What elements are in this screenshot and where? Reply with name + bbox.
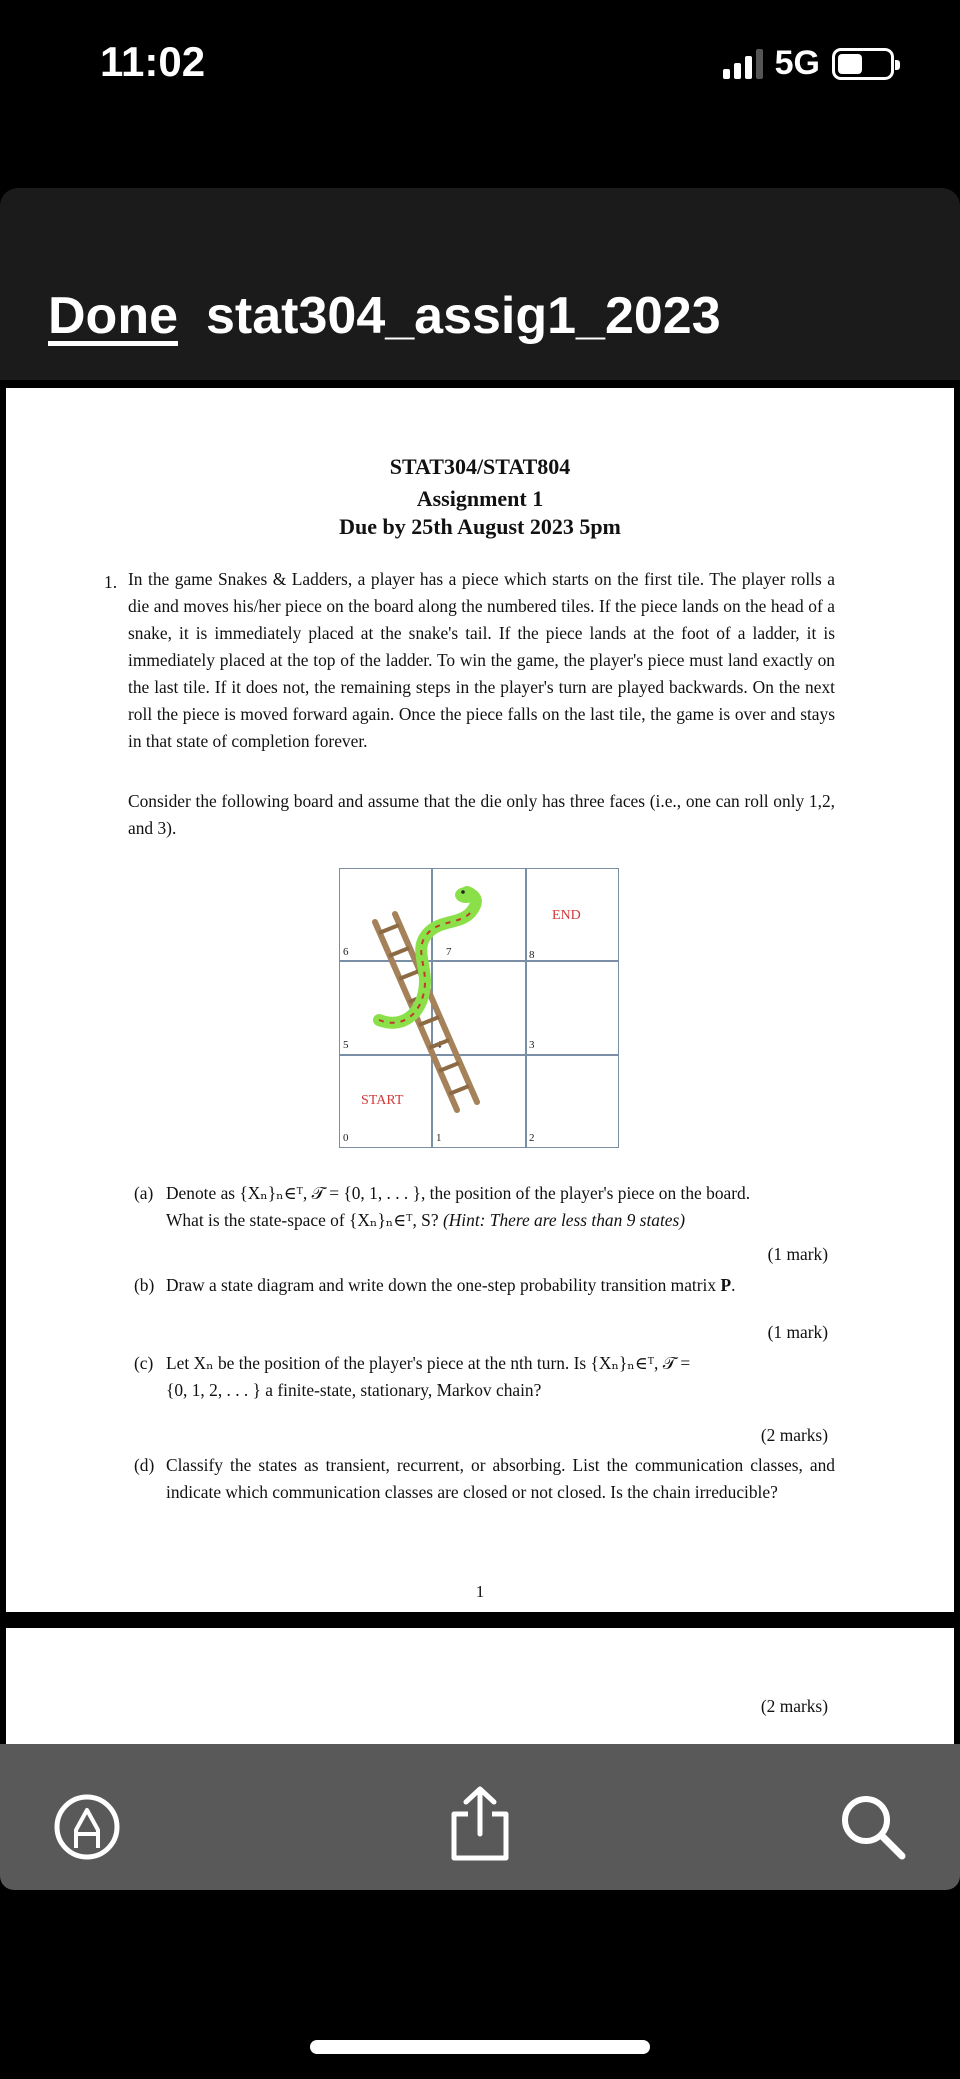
tile-number: 0 <box>343 1132 349 1144</box>
end-label: END <box>552 908 581 923</box>
share-icon[interactable] <box>448 1784 512 1864</box>
tile-number: 1 <box>436 1132 442 1144</box>
part-b: (b) Draw a state diagram and write down the one-step probability transition matrix P. <box>166 1272 835 1299</box>
viewer-header <box>0 188 960 380</box>
network-label: 5G <box>774 44 820 82</box>
tile-number: 7 <box>446 946 452 958</box>
part-c <box>134 1350 835 1404</box>
part-a-hint: (Hint: There are less than 9 states) <box>442 1210 686 1230</box>
battery-icon <box>832 48 894 80</box>
course-title: STAT304/STAT804 <box>389 454 571 479</box>
page2-marks: (2 marks) <box>760 1696 828 1716</box>
assignment-title: Assignment 1 <box>416 486 544 511</box>
part-c-line1: Let Xₙ be the position of the player's piece at the nth turn. Is {Xₙ}ₙ∈ᵀ, 𝒯 = <box>166 1353 691 1373</box>
part-c-label: (c) <box>134 1353 154 1373</box>
tile-number: 2 <box>529 1132 535 1144</box>
snakes-ladders-board <box>339 868 619 1148</box>
tile-number: 8 <box>529 949 535 961</box>
pdf-page-2[interactable] <box>6 1628 954 1744</box>
signal-icon <box>723 49 763 79</box>
part-b-marks: (1 mark) <box>767 1322 828 1342</box>
part-c-marks: (2 marks) <box>760 1425 828 1445</box>
markup-icon[interactable] <box>52 1792 122 1862</box>
tile-number: 3 <box>529 1039 535 1051</box>
status-indicators <box>723 44 894 83</box>
search-icon[interactable] <box>838 1792 908 1862</box>
part-d-text: Classify the states as transient, recurrent, or absorbing. List the communication classes, and indicate which communication classes are closed or not closed. Is the chain irreducible? <box>166 1455 835 1502</box>
part-d-label: (d) <box>134 1455 155 1475</box>
part-a-label: (a) <box>134 1183 154 1203</box>
tile-number: 6 <box>343 946 349 958</box>
document-title: stat304_assig1_2023 <box>206 287 721 345</box>
done-button[interactable]: Done <box>48 287 178 345</box>
board-intro: Consider the following board and assume that the die only has three faces (i.e., one can roll only 1,2, and 3). <box>128 791 835 838</box>
part-c-line2: {0, 1, 2, . . . } a finite-state, stationary, Markov chain? <box>166 1380 542 1400</box>
pdf-page-1[interactable] <box>6 388 954 1612</box>
part-b-matrix: P <box>720 1275 732 1295</box>
part-a-line1: Denote as {Xₙ}ₙ∈ᵀ, 𝒯 = {0, 1, . . . }, the position of the player's piece on the board. <box>166 1183 751 1203</box>
page-number: 1 <box>475 1582 485 1601</box>
bottom-toolbar <box>0 1744 960 1890</box>
question-intro: In the game Snakes & Ladders, a player has a piece which starts on the first tile. The player rolls a die and moves his/her piece on the board along the numbered tiles. If the piece lands on the head of a snake, it is immediately placed at the snake's tail. If the piece lands at the foot of a ladder, it is immediately placed at the top of the ladder. To win the game, the player's piece must land exactly on the last tile. If it does not, the remaining steps in the player's turn are played backwards. On the next roll the piece is moved forward again. Once the piece falls on the last tile, the game is over and stays in that state of completion forever. <box>128 569 835 751</box>
snake-illustration <box>339 868 619 1148</box>
part-a <box>134 1180 835 1234</box>
part-b-text: Draw a state diagram and write down the one-step probability transition matrix <box>166 1275 717 1295</box>
tile-number: 5 <box>343 1039 349 1051</box>
part-a-line2: What is the state-space of {Xₙ}ₙ∈ᵀ, S? <box>166 1210 439 1230</box>
part-b-label: (b) <box>134 1275 155 1295</box>
home-indicator[interactable] <box>310 2040 650 2054</box>
part-a-marks: (1 mark) <box>767 1244 828 1264</box>
part-d <box>134 1452 835 1506</box>
status-time: 11:02 <box>100 38 206 85</box>
question-number: 1. <box>104 572 118 592</box>
start-label: START <box>361 1093 404 1108</box>
due-date: Due by 25th August 2023 5pm <box>339 514 621 539</box>
